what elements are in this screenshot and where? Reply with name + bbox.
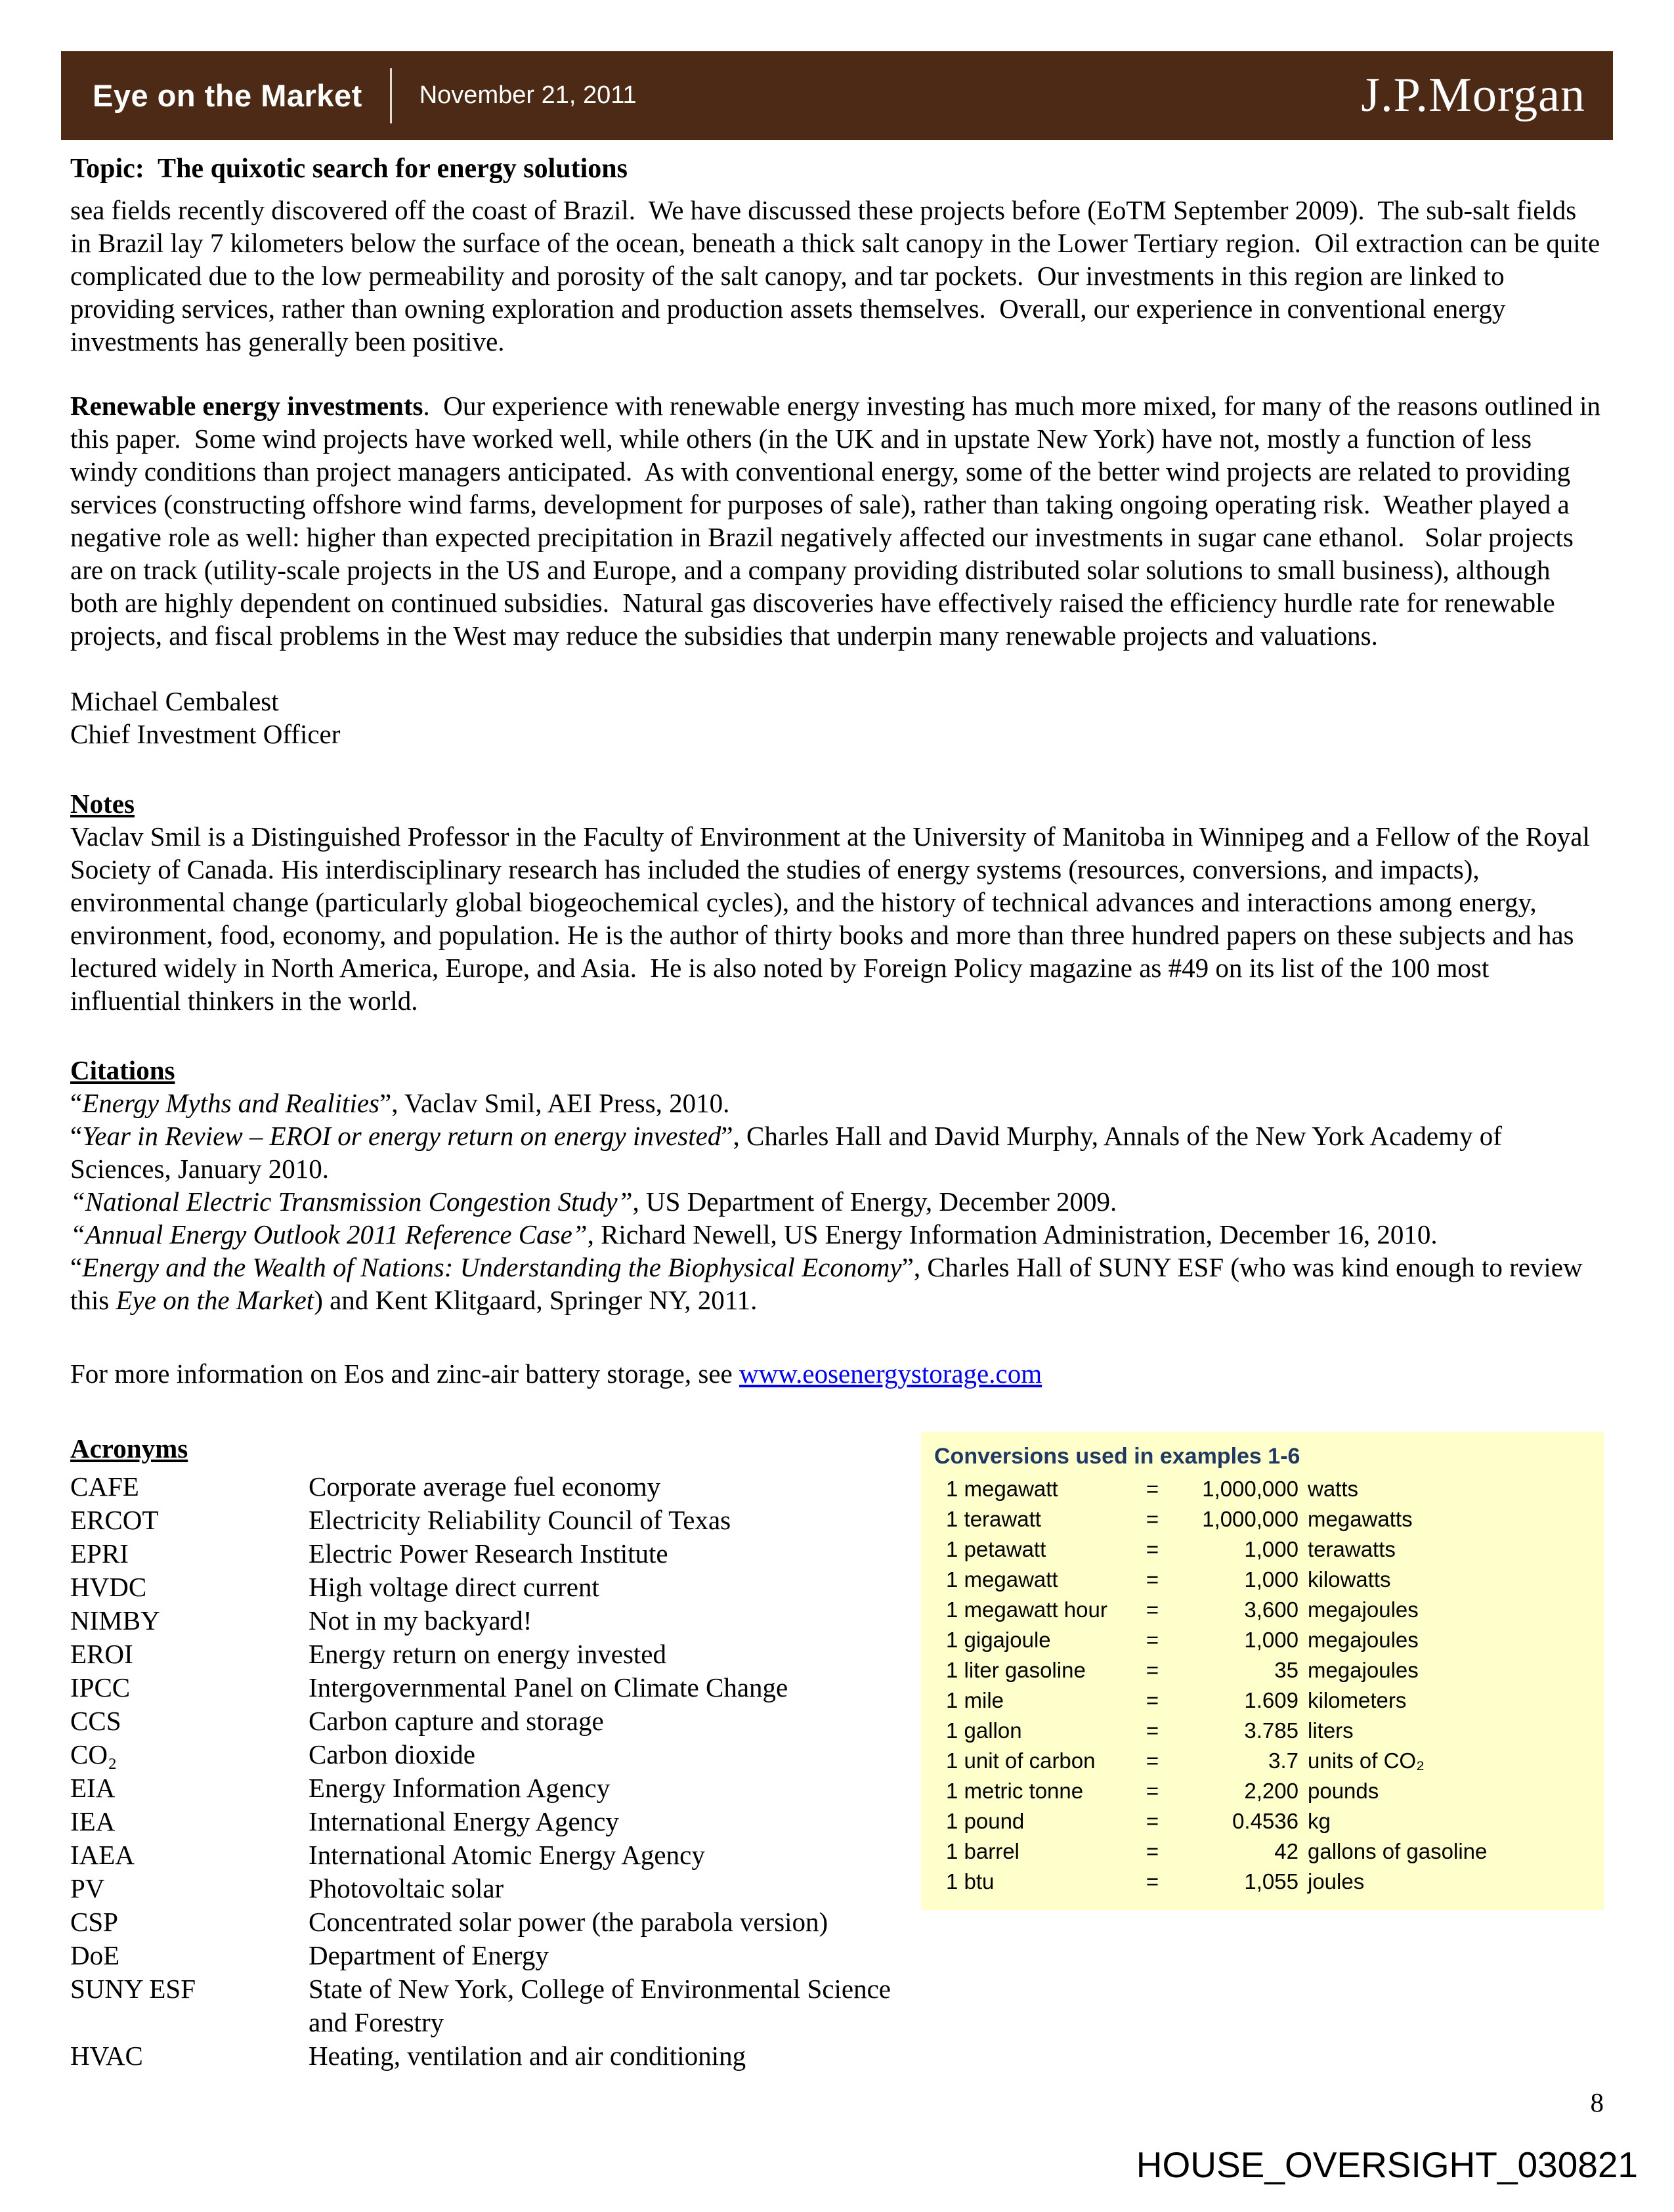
- conversion-row: [934, 1685, 1591, 1716]
- conversion-value: 0.4536: [1232, 1809, 1298, 1833]
- page-number: 8: [1590, 2087, 1604, 2117]
- acronym-row: [70, 1805, 921, 1838]
- equals-sign: =: [1146, 1809, 1159, 1833]
- notes-heading: Notes: [70, 789, 135, 819]
- conversion-unit: units of CO₂: [1308, 1748, 1425, 1773]
- eos-energy-storage-link[interactable]: www.eosenergystorage.com: [739, 1358, 1042, 1389]
- acronym-abbr: CCS: [70, 1706, 121, 1736]
- conversion-unit: watts: [1308, 1477, 1359, 1501]
- citation-title: “Annual Energy Outlook 2011 Reference Case”: [70, 1219, 588, 1249]
- conversion-item: 1 barrel: [946, 1839, 1019, 1863]
- header-bar: [61, 51, 1613, 140]
- citation-item: [70, 1218, 1604, 1251]
- acronym-row: [70, 1537, 921, 1571]
- conversion-value: 1,000,000: [1202, 1507, 1298, 1531]
- acronyms-section: [70, 1432, 921, 2073]
- citation-item: [70, 1185, 1604, 1218]
- conversions-title: Conversions used in examples 1-6: [934, 1444, 1300, 1469]
- topic-heading: Topic: The quixotic search for energy solutions: [70, 154, 628, 184]
- bates-stamp: HOUSE_OVERSIGHT_030821: [1136, 2144, 1638, 2185]
- acronym-definition: Energy Information Agency: [309, 1773, 611, 1803]
- acronym-row: [70, 1838, 921, 1872]
- citations-heading: Citations: [70, 1055, 175, 1085]
- conversion-row: [934, 1867, 1591, 1897]
- conversion-unit: gallons of gasoline: [1308, 1839, 1488, 1863]
- acronym-definition: Electricity Reliability Council of Texas: [309, 1505, 731, 1535]
- conversion-item: 1 gallon: [946, 1718, 1022, 1743]
- paragraph-renewable-energy: [70, 389, 1608, 652]
- more-info-line: [70, 1357, 1604, 1390]
- acronym-definition: Corporate average fuel economy: [309, 1471, 661, 1502]
- citation-item: [70, 1251, 1604, 1316]
- acronyms-heading: Acronyms: [70, 1433, 188, 1464]
- equals-sign: =: [1146, 1748, 1159, 1773]
- conversion-item: 1 megawatt: [946, 1567, 1058, 1592]
- conversion-item: 1 terawatt: [946, 1507, 1041, 1531]
- conversion-value: 3,600: [1244, 1597, 1298, 1622]
- conversion-item: 1 metric tonne: [946, 1779, 1084, 1803]
- acronym-abbr: CO₂: [70, 1739, 118, 1769]
- conversions-table: [934, 1474, 1591, 1897]
- conversion-item: 1 unit of carbon: [946, 1748, 1096, 1773]
- acronym-row: [70, 1905, 921, 1939]
- citation-text: , US Department of Energy, December 2009.: [632, 1186, 1117, 1217]
- acronym-definition: Energy return on energy invested: [309, 1639, 666, 1669]
- conversion-unit: pounds: [1308, 1779, 1379, 1803]
- conversion-value: 1.609: [1244, 1688, 1298, 1712]
- acronym-definition: Carbon dioxide: [309, 1739, 475, 1769]
- conversion-item: 1 megawatt: [946, 1477, 1058, 1501]
- acronym-abbr: IAEA: [70, 1840, 135, 1870]
- conversion-value: 1,000,000: [1202, 1477, 1298, 1501]
- conversion-value: 1,000: [1244, 1567, 1298, 1592]
- acronym-row: [70, 1738, 921, 1771]
- citation-item: [70, 1119, 1604, 1185]
- conversion-row: [934, 1504, 1591, 1534]
- acronym-row: [70, 1470, 921, 1504]
- conversion-row: [934, 1806, 1591, 1836]
- conversion-item: 1 gigajoule: [946, 1628, 1051, 1652]
- acronym-abbr: CAFE: [70, 1471, 139, 1502]
- acronym-abbr: HVAC: [70, 2041, 143, 2071]
- conversion-item: 1 petawatt: [946, 1537, 1046, 1561]
- publication-title: Eye on the Market: [93, 78, 362, 113]
- acronym-abbr: ERCOT: [70, 1505, 159, 1535]
- acronym-abbr: SUNY ESF: [70, 1974, 196, 2004]
- conversion-item: 1 btu: [946, 1869, 995, 1894]
- acronym-definition: Concentrated solar power (the parabola version): [309, 1907, 828, 1937]
- acronym-abbr: IEA: [70, 1806, 116, 1836]
- acronyms-table: [70, 1470, 921, 2073]
- acronym-row: [70, 1771, 921, 1805]
- conversion-item: 1 mile: [946, 1688, 1004, 1712]
- citation-text: ”, Charles Hall and David Murphy, Annals of the New York Academy of Sciences, January 2010.: [70, 1121, 1509, 1184]
- equals-sign: =: [1146, 1597, 1159, 1622]
- acronym-row: [70, 1637, 921, 1671]
- equals-sign: =: [1146, 1567, 1159, 1592]
- conversion-row: [934, 1565, 1591, 1595]
- equals-sign: =: [1146, 1658, 1159, 1682]
- equals-sign: =: [1146, 1688, 1159, 1712]
- acronym-definition: Carbon capture and storage: [309, 1706, 604, 1736]
- paragraph-conventional-energy: sea fields recently discovered off the coast of Brazil. We have discussed these projects before (EoTM September 2009). The sub-salt fields in Brazil lay 7 kilometers below the surface of the ocean, beneath a thick salt canopy in the Lower Tertiary region. Oil extraction can be quite complicated due to the low permeability and porosity of the salt canopy, and tar pockets. Our investments in this region are linked to providing services, rather than owning exploration and production assets themselves. Overall, our experience in conventional energy investments has generally been positive.: [70, 195, 1607, 357]
- acronym-abbr: EIA: [70, 1773, 116, 1803]
- acronym-row: [70, 1504, 921, 1537]
- acronym-abbr: CSP: [70, 1907, 118, 1937]
- conversion-unit: megajoules: [1308, 1628, 1419, 1652]
- acronym-row: [70, 1704, 921, 1738]
- acronym-abbr: NIMBY: [70, 1605, 160, 1636]
- acronym-definition: State of New York, College of Environmental Science and Forestry: [309, 1974, 891, 2037]
- equals-sign: =: [1146, 1779, 1159, 1803]
- conversion-unit: terawatts: [1308, 1537, 1396, 1561]
- conversion-unit: megajoules: [1308, 1658, 1419, 1682]
- more-info-text: For more information on Eos and zinc-air battery storage, see: [70, 1358, 739, 1389]
- acronym-definition: Photovoltaic solar: [309, 1873, 504, 1903]
- conversion-unit: kg: [1308, 1809, 1331, 1833]
- conversion-row: [934, 1776, 1591, 1806]
- conversion-value: 3.785: [1244, 1718, 1298, 1743]
- citation-text: “: [70, 1121, 83, 1151]
- conversion-row: [934, 1625, 1591, 1655]
- notes-body: Vaclav Smil is a Distinguished Professor in the Faculty of Environment at the University of Manitoba in Winnipeg and a Fellow of the Royal Society of Canada. His interdisciplinary research has included the studies of energy systems (resources, conversions, and impacts), environmental change (particularly global biogeochemical cycles), and the history of technical advances and interactions among energy, environment, food, economy, and population. He is the author of thirty books and more than three hundred papers on these subjects and has lectured widely in North America, Europe, and Asia. He is also noted by Foreign Policy magazine as #49 on its list of the 100 most influential thinkers in the world.: [70, 821, 1597, 1016]
- conversion-item: 1 megawatt hour: [946, 1597, 1107, 1622]
- conversion-unit: joules: [1308, 1869, 1365, 1894]
- acronym-abbr: PV: [70, 1873, 105, 1903]
- author-title: Chief Investment Officer: [70, 719, 341, 749]
- citation-text: “: [70, 1252, 83, 1282]
- citation-title: Energy Myths and Realities: [82, 1088, 379, 1118]
- acronym-row: [70, 1604, 921, 1637]
- conversion-value: 2,200: [1244, 1779, 1298, 1803]
- signature-block: [70, 685, 1604, 750]
- conversion-unit: megawatts: [1308, 1507, 1413, 1531]
- equals-sign: =: [1146, 1477, 1159, 1501]
- conversion-value: 1,000: [1244, 1537, 1298, 1561]
- citation-title: Energy and the Wealth of Nations: Understanding the Biophysical Economy: [82, 1252, 902, 1282]
- acronym-definition: Electric Power Research Institute: [309, 1538, 668, 1569]
- bottom-section: [70, 1432, 1604, 2073]
- citation-text: , Richard Newell, US Energy Information Administration, December 16, 2010.: [587, 1219, 1438, 1249]
- conversion-item: 1 pound: [946, 1809, 1025, 1833]
- citation-publication-name: Eye on the Market: [116, 1285, 314, 1315]
- author-name: Michael Cembalest: [70, 686, 279, 716]
- conversion-unit: liters: [1308, 1718, 1354, 1743]
- conversion-unit: megajoules: [1308, 1597, 1419, 1622]
- acronym-definition: High voltage direct current: [309, 1572, 599, 1602]
- acronym-row: [70, 1872, 921, 1905]
- conversion-row: [934, 1595, 1591, 1625]
- renewable-energy-text: . Our experience with renewable energy investing has much more mixed, for many of the reasons outlined in this paper. Some wind projects have worked well, while others (in the UK and in upstate New York) have not, mostly a function of less windy conditions than project managers anticipated. As with conventional energy, some of the better wind projects are related to providing services (constructing offshore wind farms, development for purposes of sale), rather than taking ongoing operating risk. Weather played a negative role as well: higher than expected precipitation in Brazil negatively affected our investments in sugar cane ethanol. Solar projects are on track (utility-scale projects in the US and Europe, and a company providing distributed solar solutions to small business), although both are highly dependent on continued subsidies. Natural gas discoveries have effectively raised the efficiency hurdle rate for renewable projects, and fiscal problems in the West may reduce the subsidies that underpin many renewable projects and valuations.: [70, 391, 1608, 651]
- acronym-definition: Intergovernmental Panel on Climate Change: [309, 1672, 788, 1702]
- acronym-abbr: EROI: [70, 1639, 133, 1669]
- citation-title: “National Electric Transmission Congestion Study”: [70, 1186, 633, 1217]
- jpmorgan-logo: J.P.Morgan: [1361, 68, 1585, 122]
- equals-sign: =: [1146, 1839, 1159, 1863]
- citations-list: [70, 1087, 1604, 1316]
- acronym-definition: Department of Energy: [309, 1940, 549, 1970]
- acronym-definition: International Energy Agency: [309, 1806, 619, 1836]
- conversion-row: [934, 1534, 1591, 1565]
- equals-sign: =: [1146, 1628, 1159, 1652]
- equals-sign: =: [1146, 1507, 1159, 1531]
- citation-title: Year in Review – EROI or energy return on energy invested: [82, 1121, 721, 1151]
- equals-sign: =: [1146, 1718, 1159, 1743]
- conversion-item: 1 liter gasoline: [946, 1658, 1086, 1682]
- conversion-value: 3.7: [1268, 1748, 1298, 1773]
- equals-sign: =: [1146, 1869, 1159, 1894]
- conversion-value: 35: [1274, 1658, 1298, 1682]
- acronym-row: [70, 1939, 921, 1972]
- acronym-abbr: HVDC: [70, 1572, 147, 1602]
- citation-text: ”, Vaclav Smil, AEI Press, 2010.: [379, 1088, 730, 1118]
- acronym-row: [70, 1972, 921, 2039]
- citation-item: [70, 1087, 1604, 1119]
- acronym-abbr: DoE: [70, 1940, 120, 1970]
- conversion-row: [934, 1716, 1591, 1746]
- conversion-row: [934, 1655, 1591, 1685]
- renewable-energy-lead: Renewable energy investments: [70, 391, 423, 421]
- conversion-row: [934, 1746, 1591, 1776]
- acronym-row: [70, 2039, 921, 2073]
- header-divider: [390, 68, 392, 123]
- conversion-unit: kilometers: [1308, 1688, 1407, 1712]
- conversion-row: [934, 1836, 1591, 1867]
- citation-text: ) and Kent Klitgaard, Springer NY, 2011.: [314, 1285, 758, 1315]
- equals-sign: =: [1146, 1537, 1159, 1561]
- conversion-row: [934, 1474, 1591, 1504]
- acronym-row: [70, 1571, 921, 1604]
- acronym-abbr: IPCC: [70, 1672, 131, 1702]
- acronym-abbr: EPRI: [70, 1538, 129, 1569]
- conversions-box: [921, 1432, 1604, 1910]
- citation-text: “: [70, 1088, 83, 1118]
- citation-text: ”, Charles Hall of SUNY ESF (who was kind enough to review this: [70, 1252, 1589, 1315]
- header-date: November 21, 2011: [419, 81, 637, 109]
- acronym-row: [70, 1671, 921, 1704]
- page-content: [70, 152, 1608, 2073]
- conversion-value: 42: [1274, 1839, 1298, 1863]
- conversion-unit: kilowatts: [1308, 1567, 1391, 1592]
- acronym-definition: International Atomic Energy Agency: [309, 1840, 705, 1870]
- acronym-definition: Not in my backyard!: [309, 1605, 532, 1636]
- acronym-definition: Heating, ventilation and air conditioning: [309, 2041, 746, 2071]
- conversion-value: 1,055: [1244, 1869, 1298, 1894]
- conversion-value: 1,000: [1244, 1628, 1298, 1652]
